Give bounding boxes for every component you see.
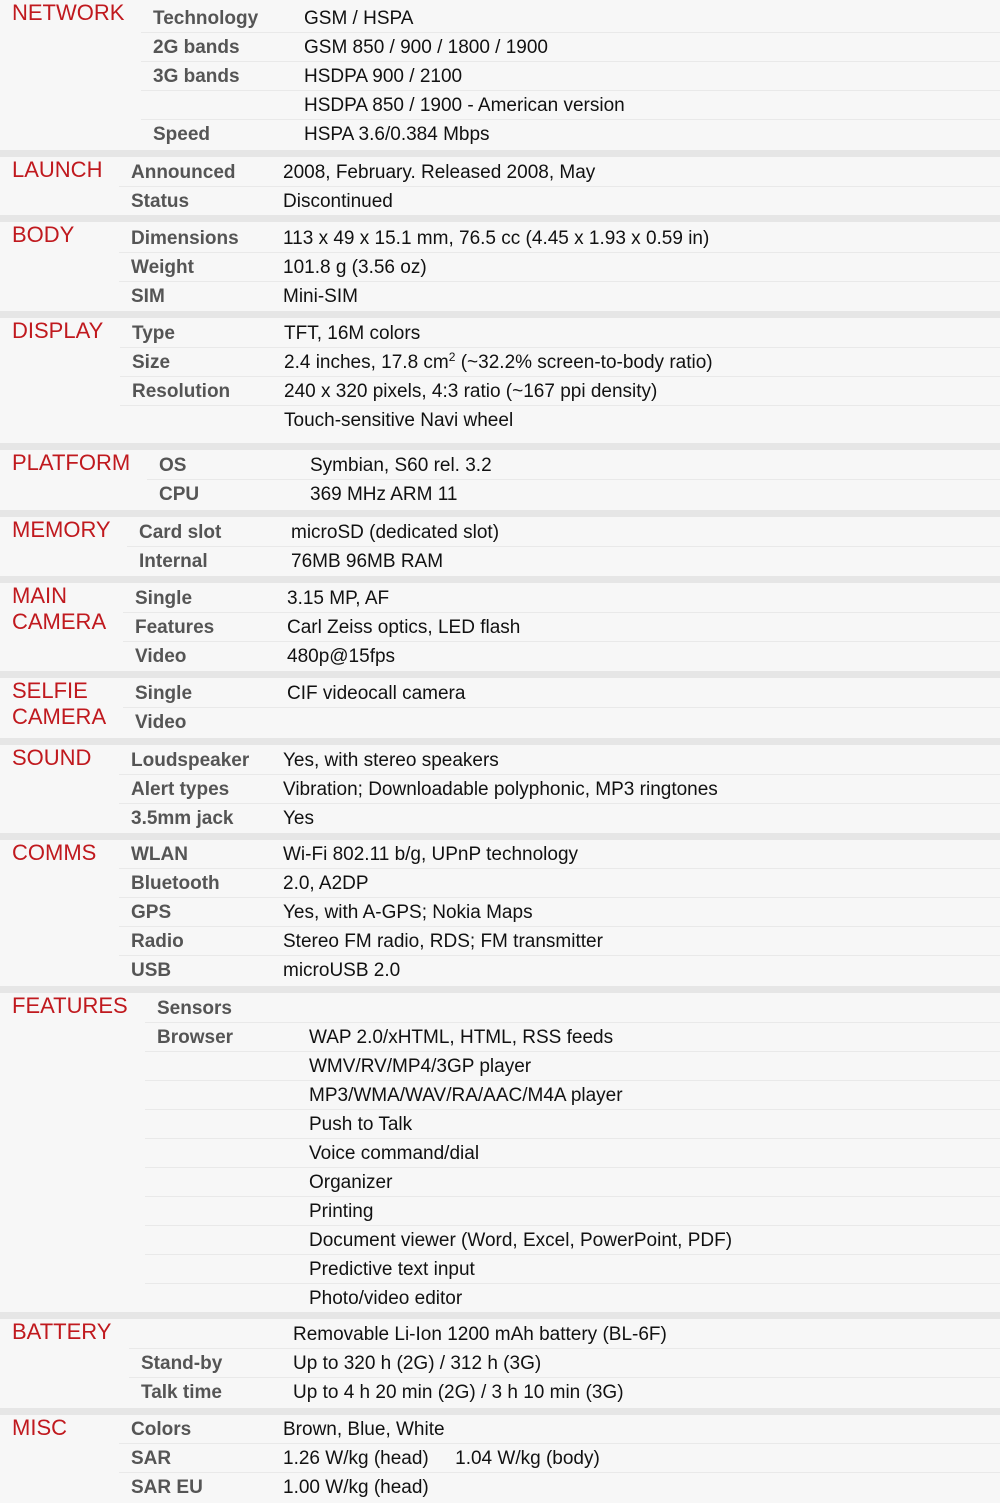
spec-row: [0, 377, 1000, 406]
spec-row: [0, 840, 1000, 869]
spec-value: [283, 898, 533, 927]
category-heading: MEMORY: [12, 517, 111, 542]
section-separator: [0, 1408, 1000, 1415]
spec-value: [310, 480, 457, 509]
spec-row: [0, 33, 1000, 62]
spec-label: Alert types: [131, 779, 230, 800]
category-heading: FEATURES: [12, 993, 128, 1018]
spec-label: Loudspeaker: [131, 750, 250, 771]
spec-label: Bluetooth: [131, 873, 220, 894]
spec-value-text: Wi-Fi 802.11 b/g, UPnP technology: [283, 844, 579, 865]
spec-row: [0, 642, 1000, 671]
spec-label: WLAN: [131, 844, 188, 865]
spec-label: Internal: [139, 551, 208, 572]
section-separator: [0, 150, 1000, 157]
spec-value-text: 2008, February. Released 2008, May: [283, 162, 596, 183]
spec-label: 3.5mm jack: [131, 808, 234, 829]
spec-row: [0, 406, 1000, 435]
spec-row: [0, 518, 1000, 547]
spec-row: [0, 451, 1000, 480]
section-separator: [0, 738, 1000, 745]
spec-label: 3G bands: [153, 66, 240, 87]
spec-value-text: Document viewer (Word, Excel, PowerPoint, PDF): [309, 1230, 733, 1251]
spec-row: [0, 1378, 1000, 1407]
spec-value-text: 1.26 W/kg (head): [283, 1448, 429, 1469]
spec-label: CPU: [159, 484, 200, 505]
spec-value: [304, 4, 413, 33]
spec-label: Single: [135, 588, 193, 609]
spec-value-text: microSD (dedicated slot): [291, 522, 500, 543]
spec-value: [283, 927, 603, 956]
spec-value: [293, 1378, 624, 1407]
spec-label: Status: [131, 191, 190, 212]
spec-row: [0, 1473, 1000, 1502]
spec-label: Features: [135, 617, 215, 638]
spec-row: [0, 1168, 1000, 1197]
spec-value: [293, 1320, 667, 1349]
spec-row: [0, 158, 1000, 187]
spec-value: [283, 253, 427, 282]
spec-value: [304, 33, 548, 62]
category-heading: PLATFORM: [12, 450, 131, 475]
category-heading: NETWORK: [12, 0, 125, 25]
spec-value-text: Up to 4 h 20 min (2G) / 3 h 10 min (3G): [293, 1382, 624, 1403]
section-separator: [0, 443, 1000, 450]
spec-row: [0, 1415, 1000, 1444]
spec-value-extra: (~32.2% screen-to-body ratio): [455, 352, 713, 373]
spec-value: [309, 1052, 531, 1081]
spec-label: Type: [132, 323, 175, 344]
spec-row: [0, 1110, 1000, 1139]
spec-value-text: 369 MHz ARM 11: [310, 484, 458, 505]
spec-value-text: 2.0, A2DP: [283, 873, 369, 894]
spec-row: [0, 224, 1000, 253]
spec-label: Sensors: [157, 998, 232, 1019]
spec-value-text: HSPA 3.6/0.384 Mbps: [304, 124, 490, 145]
section-separator: [0, 510, 1000, 517]
spec-value-text: Discontinued: [283, 191, 393, 212]
spec-value: [283, 224, 709, 253]
category-heading: MISC: [12, 1415, 67, 1440]
spec-value-text: Removable Li-Ion 1200 mAh battery (BL-6F): [293, 1324, 667, 1345]
spec-value: [284, 319, 420, 348]
spec-value: [287, 613, 520, 642]
spec-row: [0, 1052, 1000, 1081]
spec-row: [0, 1320, 1000, 1349]
spec-value-text: Brown, Blue, White: [283, 1419, 445, 1440]
spec-value: [304, 91, 625, 120]
spec-value: [283, 840, 578, 869]
spec-row: [0, 120, 1000, 149]
spec-row: [0, 282, 1000, 311]
spec-value-text: TFT, 16M colors: [284, 323, 421, 344]
spec-value-text: Printing: [309, 1201, 374, 1222]
spec-row: [0, 547, 1000, 576]
category-heading: BODY: [12, 222, 75, 247]
section-separator: [0, 833, 1000, 840]
spec-label: GPS: [131, 902, 172, 923]
spec-row: [0, 253, 1000, 282]
category-heading-line: CAMERA: [12, 609, 107, 634]
spec-label: Video: [135, 646, 187, 667]
spec-row: [0, 804, 1000, 833]
spec-value: [283, 187, 393, 216]
spec-label: SAR: [131, 1448, 172, 1469]
spec-row: [0, 994, 1000, 1023]
spec-value-text: WAP 2.0/xHTML, HTML, RSS feeds: [309, 1027, 614, 1048]
spec-row: [0, 62, 1000, 91]
spec-row: [0, 956, 1000, 985]
section-separator: [0, 1312, 1000, 1319]
section-separator: [0, 986, 1000, 993]
spec-value: [283, 158, 595, 187]
spec-value-text: Yes, with stereo speakers: [283, 750, 499, 771]
spec-value-text: Mini-SIM: [283, 286, 358, 307]
spec-row: [0, 584, 1000, 613]
spec-value-text: MP3/WMA/WAV/RA/AAC/M4A player: [309, 1085, 623, 1106]
spec-value-text: 3.15 MP, AF: [287, 588, 390, 609]
spec-label: Weight: [131, 257, 194, 278]
spec-value-text: microUSB 2.0: [283, 960, 401, 981]
spec-value-superscript: 2: [448, 350, 456, 364]
spec-label: Speed: [153, 124, 211, 145]
spec-value-text: HSDPA 850 / 1900 - American version: [304, 95, 625, 116]
spec-value: [283, 746, 499, 775]
spec-value: [287, 584, 389, 613]
spec-value: [283, 1473, 429, 1502]
spec-row: [0, 1284, 1000, 1313]
spec-value-text: CIF videocall camera: [287, 683, 466, 704]
spec-value: [309, 1226, 732, 1255]
spec-row: [0, 613, 1000, 642]
spec-row: [0, 1139, 1000, 1168]
spec-row: [0, 898, 1000, 927]
category-heading-line: CAMERA: [12, 704, 107, 729]
spec-value: [283, 282, 358, 311]
spec-value: [284, 377, 657, 406]
spec-row: [0, 319, 1000, 348]
spec-value-text: Photo/video editor: [309, 1288, 463, 1309]
spec-value-text: Yes: [283, 808, 314, 829]
spec-row: [0, 1023, 1000, 1052]
spec-value-text: 480p@15fps: [287, 646, 396, 667]
spec-row: [0, 1197, 1000, 1226]
spec-row: [0, 775, 1000, 804]
spec-value-text: 76MB 96MB RAM: [291, 551, 444, 572]
spec-label: SIM: [131, 286, 165, 307]
spec-label: Stand-by: [141, 1353, 223, 1374]
spec-label: Talk time: [141, 1382, 222, 1403]
category-heading: COMMS: [12, 840, 97, 865]
category-heading-line: SELFIE: [12, 678, 88, 703]
spec-value-text: 113 x 49 x 15.1 mm, 76.5 cc (4.45 x 1.93 x 0.59 in): [283, 228, 710, 249]
category-heading-line: MAIN: [12, 583, 67, 608]
spec-label: Dimensions: [131, 228, 239, 249]
spec-value: [309, 1255, 475, 1284]
spec-label: SAR EU: [131, 1477, 203, 1498]
spec-label: Colors: [131, 1419, 192, 1440]
spec-value: [283, 804, 314, 833]
category-heading: DISPLAY: [12, 318, 104, 343]
spec-label: Size: [132, 352, 171, 373]
spec-label: Resolution: [132, 381, 231, 402]
spec-value-text: Touch-sensitive Navi wheel: [284, 410, 514, 431]
spec-value-text: HSDPA 900 / 2100: [304, 66, 463, 87]
spec-value-text: Up to 320 h (2G) / 312 h (3G): [293, 1353, 542, 1374]
spec-value: [291, 547, 443, 576]
spec-row: [0, 679, 1000, 708]
spec-value: [309, 1168, 392, 1197]
spec-row: [0, 348, 1000, 377]
spec-label: Video: [135, 712, 187, 733]
spec-label: Card slot: [139, 522, 222, 543]
spec-value: [309, 1197, 373, 1226]
spec-value: [283, 869, 369, 898]
spec-value-text: WMV/RV/MP4/3GP player: [309, 1056, 532, 1077]
category-heading: LAUNCH: [12, 157, 103, 182]
spec-row: [0, 927, 1000, 956]
spec-value-text: Stereo FM radio, RDS; FM transmitter: [283, 931, 603, 952]
spec-value: [304, 62, 462, 91]
category-heading: SOUND: [12, 745, 92, 770]
spec-label: USB: [131, 960, 172, 981]
spec-value: [287, 642, 395, 671]
spec-value-text: Voice command/dial: [309, 1143, 480, 1164]
spec-value: [304, 120, 490, 149]
category-heading: BATTERY: [12, 1319, 112, 1344]
spec-value: [293, 1349, 541, 1378]
spec-value-text: GSM / HSPA: [304, 8, 414, 29]
spec-value: [284, 348, 713, 377]
spec-value-text: 240 x 320 pixels, 4:3 ratio (~167 ppi density): [284, 381, 658, 402]
spec-label: OS: [159, 455, 187, 476]
spec-value: [309, 1023, 613, 1052]
spec-value-text: 2.4 inches, 17.8 cm: [284, 352, 449, 373]
spec-value: [309, 1284, 462, 1313]
spec-value-text: Predictive text input: [309, 1259, 475, 1280]
spec-value: [283, 1415, 445, 1444]
spec-value: [283, 956, 400, 985]
spec-row: [0, 91, 1000, 120]
spec-value-text: GSM 850 / 900 / 1800 / 1900: [304, 37, 549, 58]
spec-value: [309, 1081, 623, 1110]
spec-label: Technology: [153, 8, 259, 29]
spec-value: [284, 406, 513, 435]
spec-value-text: Organizer: [309, 1172, 393, 1193]
spec-value-text: 1.00 W/kg (head): [283, 1477, 429, 1498]
spec-label: 2G bands: [153, 37, 240, 58]
spec-value: [310, 451, 492, 480]
spec-row: [0, 187, 1000, 216]
spec-value-text: Vibration; Downloadable polyphonic, MP3 ringtones: [283, 779, 718, 800]
spec-value-text: 101.8 g (3.56 oz): [283, 257, 427, 278]
spec-label: Radio: [131, 931, 184, 952]
spec-value-text: Symbian, S60 rel. 3.2: [310, 455, 492, 476]
spec-value: [309, 1110, 412, 1139]
spec-row: [0, 708, 1000, 737]
spec-value-text: Push to Talk: [309, 1114, 413, 1135]
spec-row: [0, 1226, 1000, 1255]
spec-row: [0, 1349, 1000, 1378]
spec-value-text: Yes, with A-GPS; Nokia Maps: [283, 902, 533, 923]
section-separator: [0, 576, 1000, 583]
spec-label: Announced: [131, 162, 236, 183]
spec-value: [309, 1139, 479, 1168]
spec-row: [0, 480, 1000, 509]
spec-row: [0, 1444, 1000, 1473]
spec-row: [0, 1255, 1000, 1284]
spec-value-extra: 1.04 W/kg (body): [428, 1448, 600, 1469]
spec-row: [0, 4, 1000, 33]
spec-value-text: Carl Zeiss optics, LED flash: [287, 617, 521, 638]
spec-value: [291, 518, 499, 547]
spec-label: Single: [135, 683, 193, 704]
spec-value: [287, 679, 465, 708]
spec-label: Browser: [157, 1027, 234, 1048]
section-separator: [0, 671, 1000, 678]
section-separator: [0, 311, 1000, 318]
spec-row: [0, 1081, 1000, 1110]
spec-row: [0, 746, 1000, 775]
spec-row: [0, 869, 1000, 898]
section-separator: [0, 215, 1000, 222]
spec-value: [283, 775, 718, 804]
spec-value: [283, 1444, 600, 1473]
